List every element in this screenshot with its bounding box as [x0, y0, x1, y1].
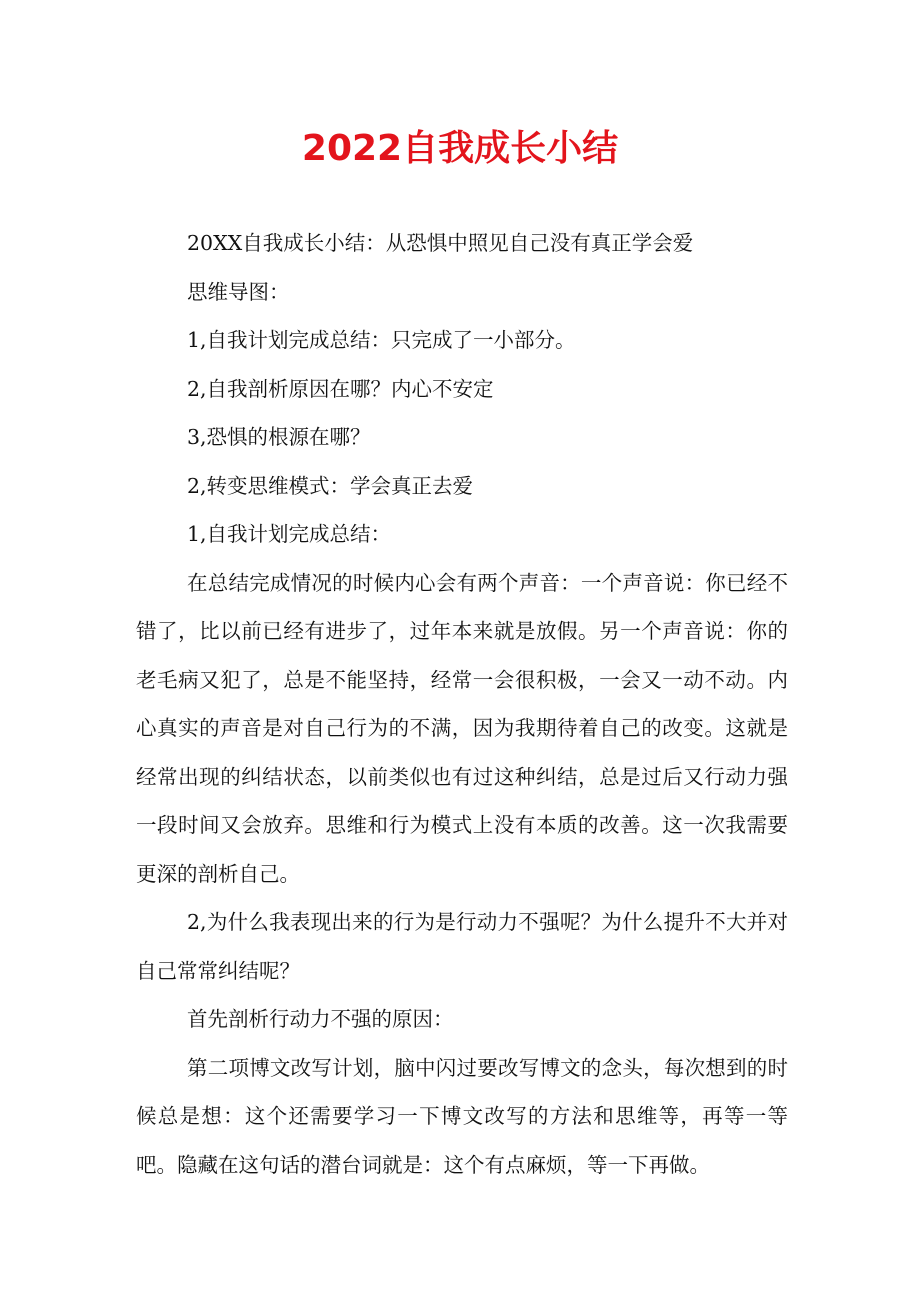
document-body	[136, 219, 788, 1189]
paragraph-outline-item: 2,自我剖析原因在哪？内心不安定	[187, 376, 494, 401]
paragraph-outline-item: 1,自我计划完成总结：只完成了一小部分。	[187, 328, 576, 352]
section-heading: 1,自我计划完成总结：	[187, 522, 392, 546]
paragraph-body: 第二项博文改写计划，脑中闪过要改写博文的念头，每次想到的时候总是想：这个还需要学习一下博文改写的方法和思维等，再等一等吧。隐藏在这句话的潜台词就是：这个有点麻烦，等一下再做。	[136, 1055, 788, 1177]
paragraph-outline-item: 2,转变思维模式：学会真正去爱	[187, 473, 474, 498]
paragraph-body: 首先剖析行动力不强的原因：	[187, 1007, 454, 1031]
section-heading: 2,为什么我表现出来的行为是行动力不强呢？为什么提升不大并对自己常常纠结呢？	[136, 910, 788, 983]
document-title: 2022自我成长小结	[301, 128, 619, 169]
paragraph-body: 在总结完成情况的时候内心会有两个声音：一个声音说：你已经不错了，比以前已经有进步了，过年本来就是放假。另一个声音说：你的老毛病又犯了，总是不能坚持，经常一会很积极，一会又一动不动。内心真实的声音是对自己行为的不满，因为我期待着自己的改变。这就是经常出现的纠结状态，以前类似也有过这种纠结，总是过后又行动力强一段时间又会放弃。思维和行为模式上没有本质的改善。这一次我需要更深的剖析自己。	[136, 570, 788, 886]
paragraph-subtitle: 20XX自我成长小结：从恐惧中照见自己没有真正学会爱	[187, 231, 694, 255]
paragraph-outline-item: 3,恐惧的根源在哪？	[187, 425, 371, 449]
paragraph-mindmap-heading: 思维导图：	[187, 279, 290, 304]
